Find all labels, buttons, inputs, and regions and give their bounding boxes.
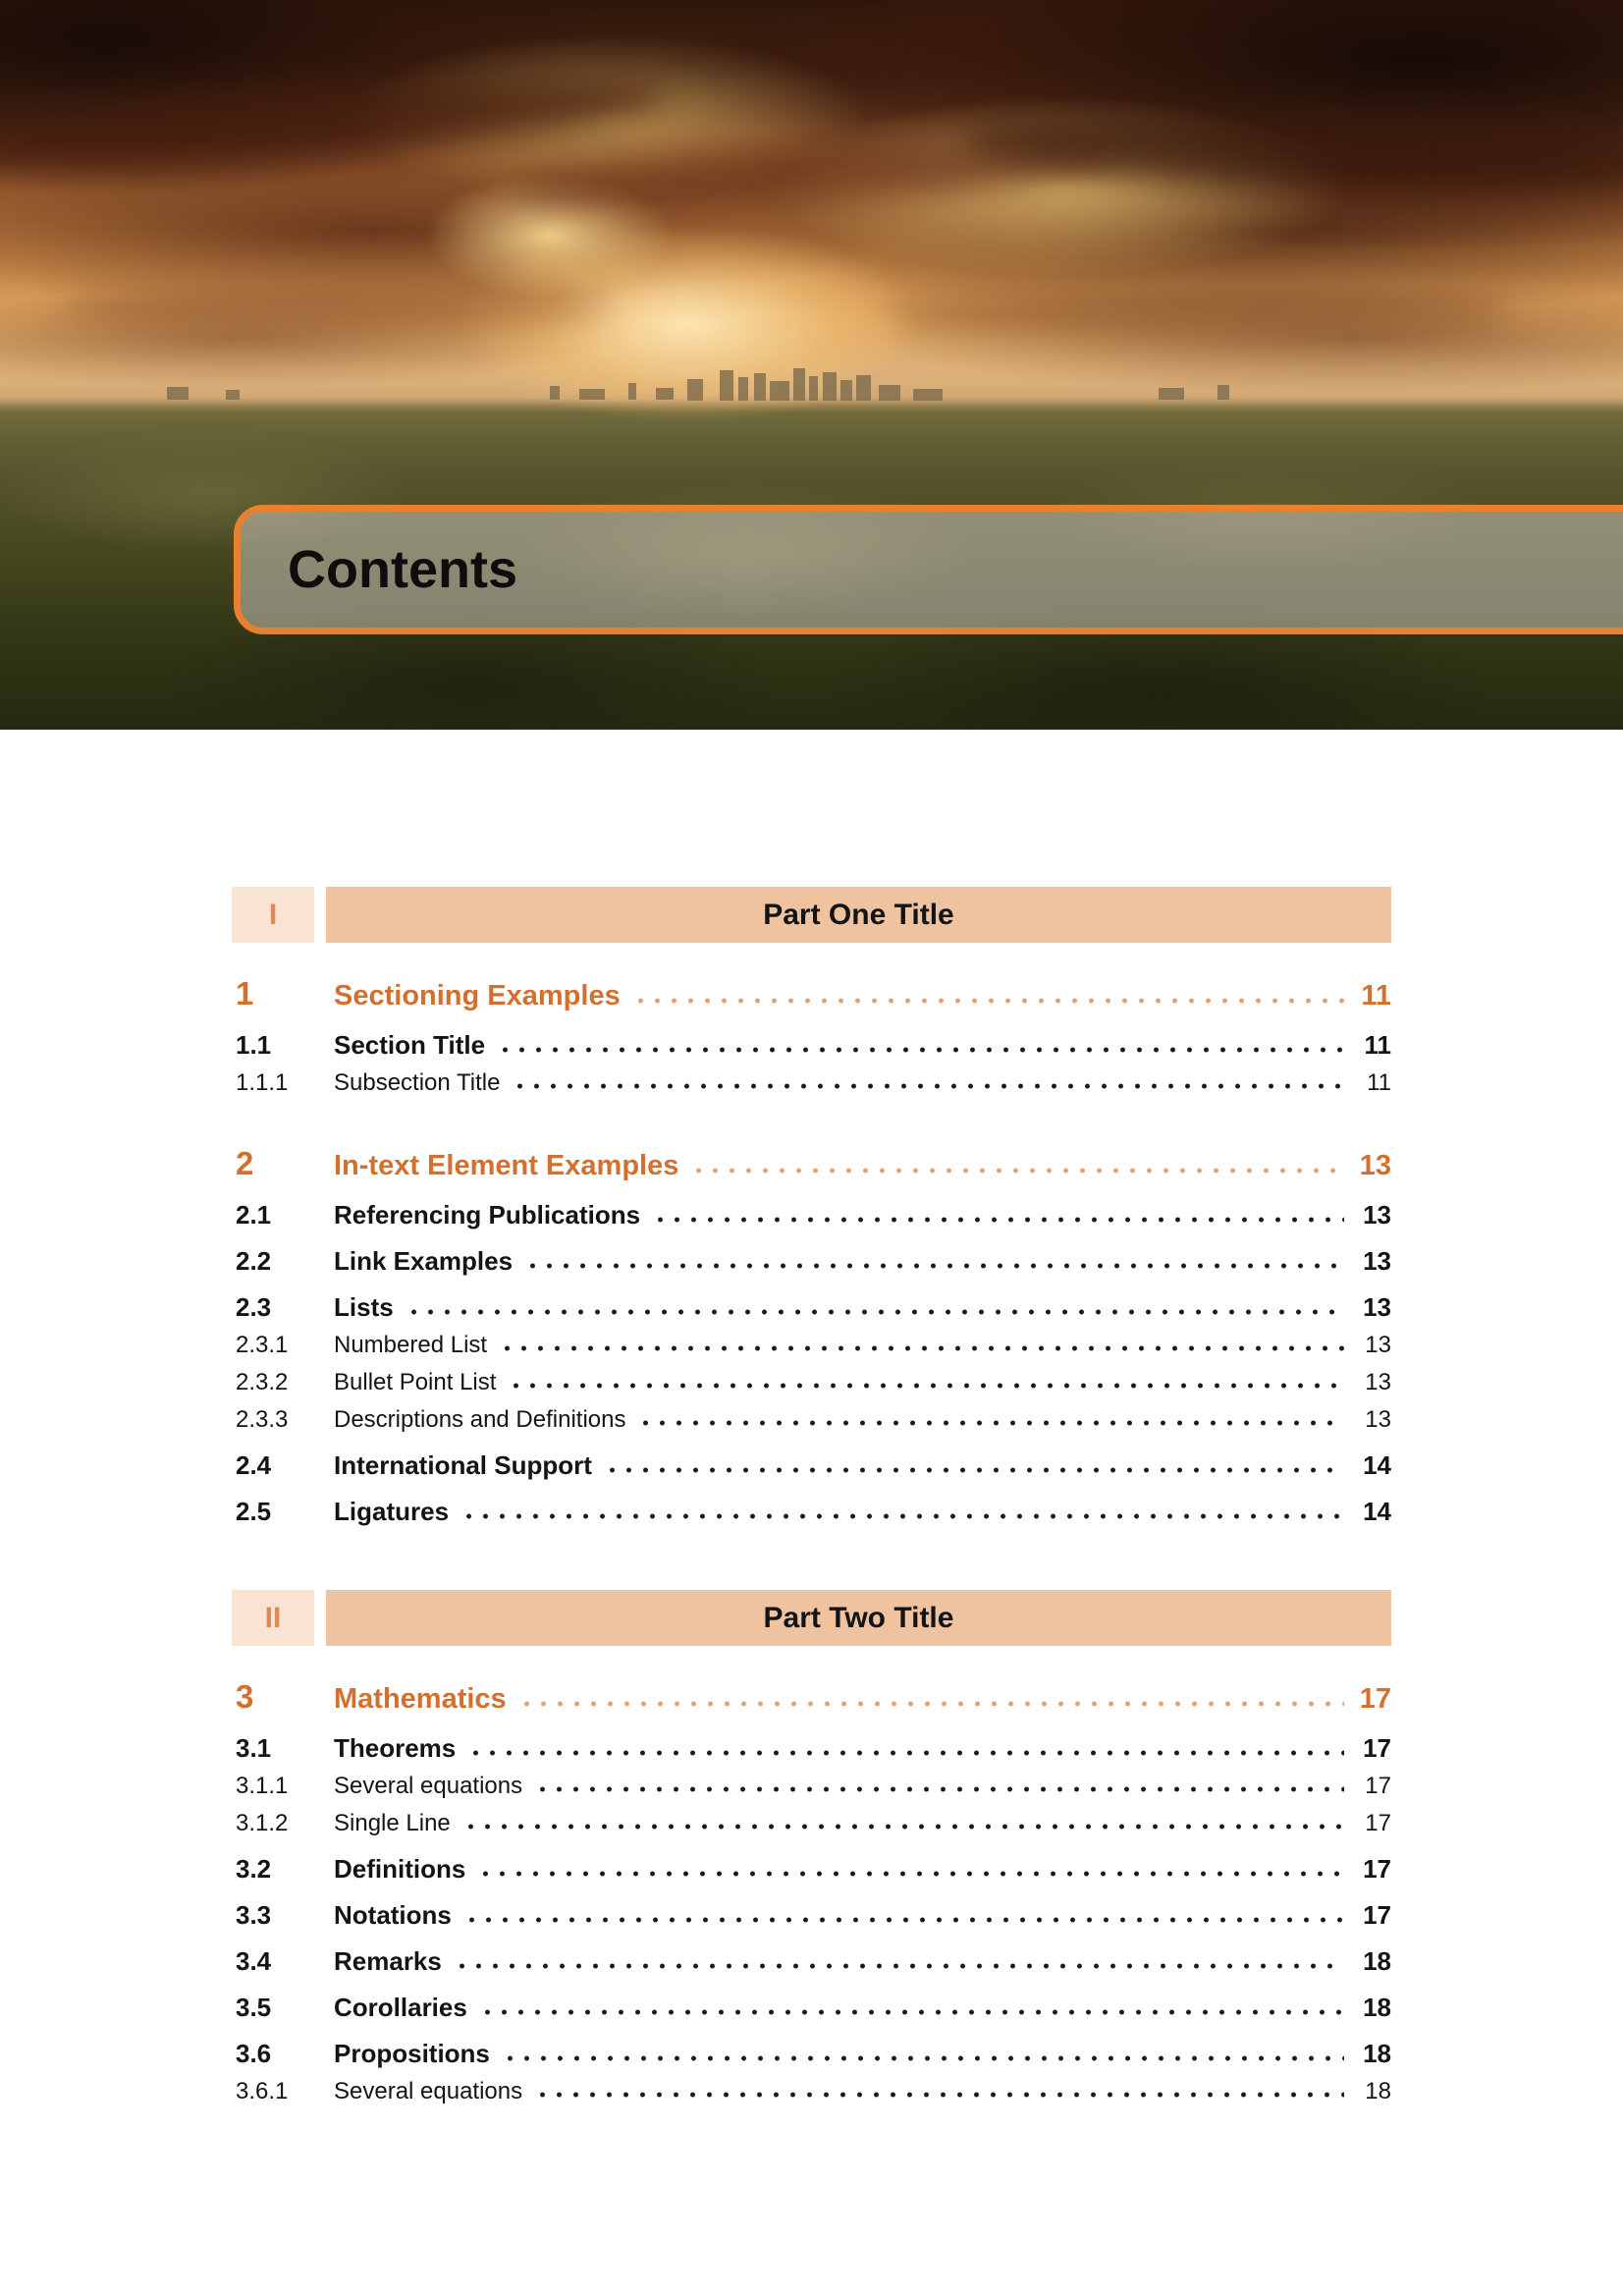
toc-entry-page: 13 [1365,1406,1391,1433]
toc-entry[interactable] [236,1772,1391,1801]
part-numeral: II [232,1590,314,1646]
leader-dots [462,1817,1344,1831]
toc-entry[interactable] [236,1899,1391,1931]
part-title: Part Two Title [326,1590,1391,1646]
leader-dots [534,1779,1344,1793]
toc-entry-title: Sectioning Examples [334,980,621,1011]
toc-entry[interactable] [236,1291,1391,1323]
toc-entry-number: 3.6 [236,2039,272,2068]
toc-entry-number: 2.1 [236,1200,272,1230]
toc-entry[interactable] [236,1145,1391,1184]
toc-entry[interactable] [236,1992,1391,2023]
toc-entry-page: 11 [1367,1069,1391,1096]
toc-entry-title: Numbered List [334,1332,488,1358]
toc-entry-number: 2 [236,1145,254,1181]
toc-entry-title: Referencing Publications [334,1200,641,1230]
header-photo [0,0,1623,730]
leader-dots [460,1506,1344,1520]
toc-entry[interactable] [236,1199,1391,1230]
toc-entry-number: 3 [236,1678,254,1715]
toc-entry-title: In-text Element Examples [334,1150,679,1181]
toc-entry-page: 17 [1365,1810,1391,1836]
toc-entry-title: Single Line [334,1810,451,1836]
part-heading[interactable] [236,887,1391,943]
toc-entry-page: 13 [1365,1369,1391,1395]
toc-entry-number: 1.1.1 [236,1069,289,1096]
toc-entry-page: 11 [1364,1030,1391,1060]
leader-dots [632,991,1344,1005]
toc-entry-page: 18 [1363,2039,1391,2068]
toc-entry-title: Propositions [334,2039,490,2068]
leader-dots [690,1161,1344,1175]
toc-entry-number: 2.5 [236,1497,272,1526]
toc-entry[interactable] [236,1678,1391,1718]
toc-entry-title: Several equations [334,1773,523,1799]
leader-dots [534,2085,1344,2099]
part-numeral: I [232,887,314,943]
toc-entry[interactable] [236,1945,1391,1977]
leader-dots [524,1256,1344,1270]
leader-dots [637,1413,1344,1427]
toc-entry-page: 18 [1365,2078,1391,2105]
leader-dots [477,1864,1344,1878]
toc-entry-title: Ligatures [334,1497,450,1526]
leader-dots [499,1339,1344,1352]
leader-dots [497,1040,1344,1054]
toc-entry[interactable] [236,2038,1391,2069]
toc-entry-title: Link Examples [334,1246,514,1276]
toc-entry-title: Definitions [334,1854,466,1884]
toc-entry-number: 3.6.1 [236,2078,289,2105]
toc-entry-title: Bullet Point List [334,1369,497,1395]
toc-entry-number: 1.1 [236,1030,272,1060]
toc-entry-page: 13 [1359,1150,1391,1181]
leader-dots [406,1302,1344,1316]
toc-entry-number: 2.4 [236,1450,272,1480]
toc-entry-number: 2.3.1 [236,1332,289,1358]
toc-entry-page: 13 [1363,1292,1391,1322]
toc-entry-number: 3.5 [236,1993,272,2022]
toc-entry-title: Corollaries [334,1993,467,2022]
toc-entry-number: 3.1 [236,1733,272,1763]
leader-dots [518,1694,1344,1708]
toc-entry-number: 1 [236,975,254,1011]
toc-entry-page: 14 [1363,1450,1391,1480]
toc-entry-page: 17 [1363,1900,1391,1930]
toc-entry-page: 13 [1363,1200,1391,1230]
toc-entry[interactable] [236,1449,1391,1481]
toc-entry-page: 18 [1363,1946,1391,1976]
toc-entry-number: 3.1.2 [236,1810,289,1836]
toc-entry-page: 13 [1365,1332,1391,1358]
leader-dots [512,1076,1344,1090]
toc-entry-number: 2.3.2 [236,1369,289,1395]
toc-entry-title: Remarks [334,1946,442,1976]
part-heading[interactable] [236,1590,1391,1646]
toc-entry-title: Theorems [334,1733,457,1763]
toc-entry-number: 3.1.1 [236,1773,289,1799]
toc-entry[interactable] [236,1029,1391,1061]
toc-entry[interactable] [236,1245,1391,1277]
toc-entry-number: 2.3 [236,1292,272,1322]
toc-entry[interactable] [236,975,1391,1014]
toc-entry-page: 18 [1363,1993,1391,2022]
toc-entry-number: 2.2 [236,1246,272,1276]
part-title: Part One Title [326,887,1391,943]
page-title: Contents [288,540,517,599]
toc-entry-page: 17 [1363,1733,1391,1763]
toc-entry[interactable] [236,1405,1391,1435]
toc-entry-title: International Support [334,1450,592,1480]
toc-entry[interactable] [236,1368,1391,1397]
toc-entry-title: Descriptions and Definitions [334,1406,626,1433]
toc-entry-page: 11 [1361,980,1391,1011]
toc-entry-page: 17 [1365,1773,1391,1799]
leader-dots [463,1910,1344,1924]
toc-entry-number: 2.3.3 [236,1406,289,1433]
leader-dots [479,2002,1344,2016]
leader-dots [502,2049,1344,2062]
toc-entry-page: 17 [1359,1683,1391,1715]
toc-entry-page: 17 [1363,1854,1391,1884]
toc-entry-number: 3.4 [236,1946,272,1976]
toc-entry-page: 13 [1363,1246,1391,1276]
leader-dots [454,1956,1344,1970]
toc-entry[interactable] [236,1809,1391,1838]
toc-entry-number: 3.2 [236,1854,272,1884]
toc-entry-page: 14 [1363,1497,1391,1526]
leader-dots [467,1743,1344,1757]
toc-entry-title: Section Title [334,1030,486,1060]
toc-entry[interactable] [236,1853,1391,1885]
toc-entry[interactable] [236,1496,1391,1527]
toc-entry-title: Subsection Title [334,1069,501,1096]
toc-entry-title: Notations [334,1900,452,1930]
toc-entry[interactable] [236,1068,1391,1098]
toc-entry-title: Mathematics [334,1683,507,1715]
toc-entry-title: Lists [334,1292,394,1322]
toc-entry[interactable] [236,2077,1391,2106]
table-of-contents [236,887,1391,2106]
leader-dots [604,1460,1344,1474]
toc-entry[interactable] [236,1732,1391,1764]
contents-title-box [234,505,1623,634]
toc-entry[interactable] [236,1331,1391,1360]
toc-entry-title: Several equations [334,2078,523,2105]
toc-entry-number: 3.3 [236,1900,272,1930]
leader-dots [508,1376,1344,1390]
leader-dots [652,1210,1344,1224]
